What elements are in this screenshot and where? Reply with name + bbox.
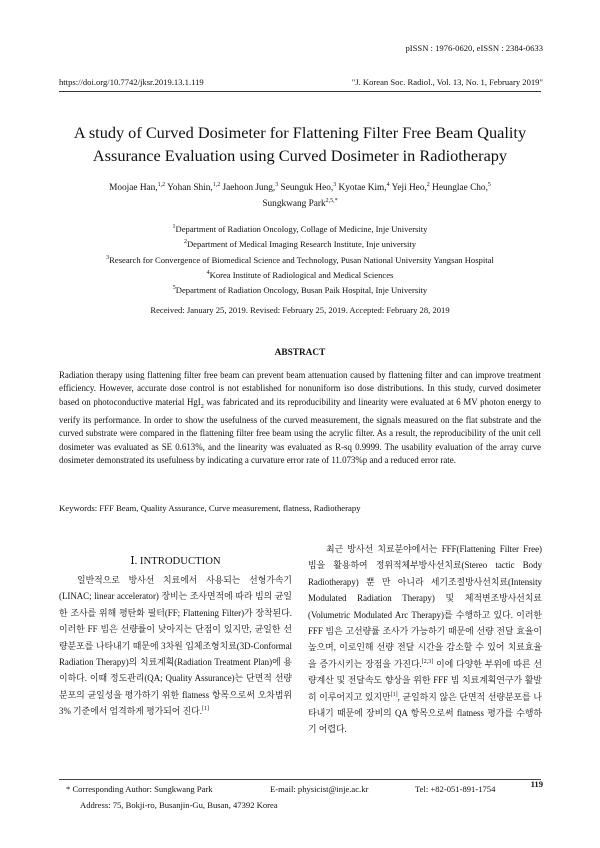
paper-title <box>0 121 600 167</box>
citation[interactable]: [2,3] <box>421 658 434 665</box>
author: Jaehoon Jung,$^3$ <box>220 181 279 193</box>
title-line-1: A study of Curved Dosimeter for Flattening Filter Free Beam Quality <box>73 123 527 142</box>
citation[interactable]: [1] <box>390 691 398 698</box>
footnote-corresponding-author: * Corresponding Author: Sungkwang Park <box>66 784 213 794</box>
affiliation-list <box>0 222 600 298</box>
affiliation: $^5$Department of Radiation Oncology, Busan Paik Hospital, Inje University <box>172 285 428 296</box>
body-column-right <box>308 541 542 738</box>
author: Yeji Heo,$^2$ <box>389 181 430 193</box>
affiliation: $^4$Korea Institute of Radiological and Medical Sciences <box>206 269 394 280</box>
body-column-left <box>59 572 292 720</box>
section-heading-introduction: Ⅰ. INTRODUCTION <box>130 555 221 567</box>
citation[interactable]: [1] <box>201 706 209 713</box>
paragraph: 일반적으로 방사선 치료에서 사용되는 선형가속기(LINAC; linear accelerator) 장비는 조사면적에 따라 빔의 균일한 조사를 위해 평탄화 필터(FF; Flattening Filter)가 장착된다. 이러한 FF 빔은 선량률이 낮아지는 단점이 있지만, 균일한 선량분포를 나타내기 때문에 3차원 입체조형치료(3D-Conformal Radiation Therapy)의 치료계획(Radiation Treatment Plan)에 용이하다. 이때 정도관리(QA; Quality Assurance)는 단면적 선량분포의 균일성을 평가하기 위한 flatness 항목으로써 오차범위 3% 기준에서 엄격하게 평가되어 진다.[1] <box>59 575 292 717</box>
author: Kyotae Kim,$^4$ <box>336 181 390 193</box>
corresponding-author: Sungkwang Park$^{2,5,*}$ <box>262 197 338 209</box>
keywords: Keywords: FFF Beam, Quality Assurance, Curve measurement, flatness, Radiotherapy <box>59 503 361 513</box>
affiliation: $^1$Department of Radiation Oncology, Collage of Medicine, Inje University <box>172 224 428 234</box>
author: Heunglae Cho,$^5$ <box>429 181 491 193</box>
footnote-tel: Tel: +82-051-891-1754 <box>415 784 496 794</box>
affiliation: $^2$Department of Medical Imaging Research Institute, Inje university <box>183 239 417 250</box>
abstract-heading: ABSTRACT <box>274 348 326 358</box>
journal-citation: "J. Korean Soc. Radiol., Vol. 13, No. 1, February 2019" <box>351 77 543 87</box>
author: Seunguk Heo,$^3$ <box>278 181 337 193</box>
paragraph: 최근 방사선 치료분야에서는 FFF(Flattening Filter Free) 빔을 활용하여 정위적체부방사선치료(Stereo tactic Body Radiotherapy) 뿐 만 아니라 세기조절방사선치료(Intensity Modulated Radiation Therapy) 및 체적변조방사선치료(Volumetric Modulated Arc Therapy)를 수행하고 있다. 이러한 FFF 빔은 고선량률 조사가 가능하기 때문에 선량 전달 효율이 높으며, 이로인해 선량 전달 시간을 감소할 수 있어 치료효율을 증가시키는 장점을 가진다.[2,3] 이에 다양한 부위에 따른 선량계산 및 전달속도 향상을 위한 FFF 빔 치료계획연구가 활발히 이루어지고 있지만[1], 균일하지 않은 단면적 선량분포를 나타내기 때문에 장비의 QA 항목으로써 flatness 평가를 수행하기 어렵다. <box>308 544 542 735</box>
header-rule <box>59 91 541 92</box>
footnote-email[interactable]: E-mail: physicist@inje.ac.kr <box>270 784 369 794</box>
title-line-2: Assurance Evaluation using Curved Dosimeter in Radiotherapy <box>92 146 508 165</box>
footnote-rule <box>59 779 541 780</box>
received-dates: Received: January 25, 2019. Revised: February 25, 2019. Accepted: February 28, 2019 <box>150 305 450 315</box>
issn: pISSN : 1976-0620, eISSN : 2384-0633 <box>405 43 543 53</box>
footnote-address: Address: 75, Bokji-ro, Busanjin-Gu, Busan, 47392 Korea <box>80 800 278 810</box>
author-list <box>0 180 600 212</box>
affiliation: $^3$Research for Convergence of Biomedical Science and Technology, Pusan National University Yangsan Hospital <box>106 254 494 265</box>
author: Moojae Han,$^{1,2}$ <box>109 181 166 193</box>
abstract-text: Radiation therapy using flattening filter free beam can prevent beam attenuation caused by flattening filter and can improve treatment efficiency. However, accurate dose control is not established for nonuniform iso dose distributions. In this study, curved dosimeter based on photoconductive material HgI$_2$ was fabricated and its reproducibility and linearity were evaluated at 6 MV photon energy to verify its performance. In order to show the usefulness of the curved measurement, the signals measured on the flat substrate and the curved substrate were compared in the flattening filter free beam using the acrylic filter. As a result, the reproducibility of the unit cell dosimeter was evaluated as SE 0.613%, and the linearity was evaluated as R-sq 0.9999. The usability evaluation of the array curve dosimeter demonstrated its usefulness by indicating a curvature error rate of 11.073%p and a reduced error rate. <box>59 370 541 466</box>
author: Yohan Shin,$^{1,2}$ <box>165 181 221 193</box>
page-number: 119 <box>530 779 543 789</box>
doi-link[interactable]: https://doi.org/10.7742/jksr.2019.13.1.119 <box>59 77 204 87</box>
